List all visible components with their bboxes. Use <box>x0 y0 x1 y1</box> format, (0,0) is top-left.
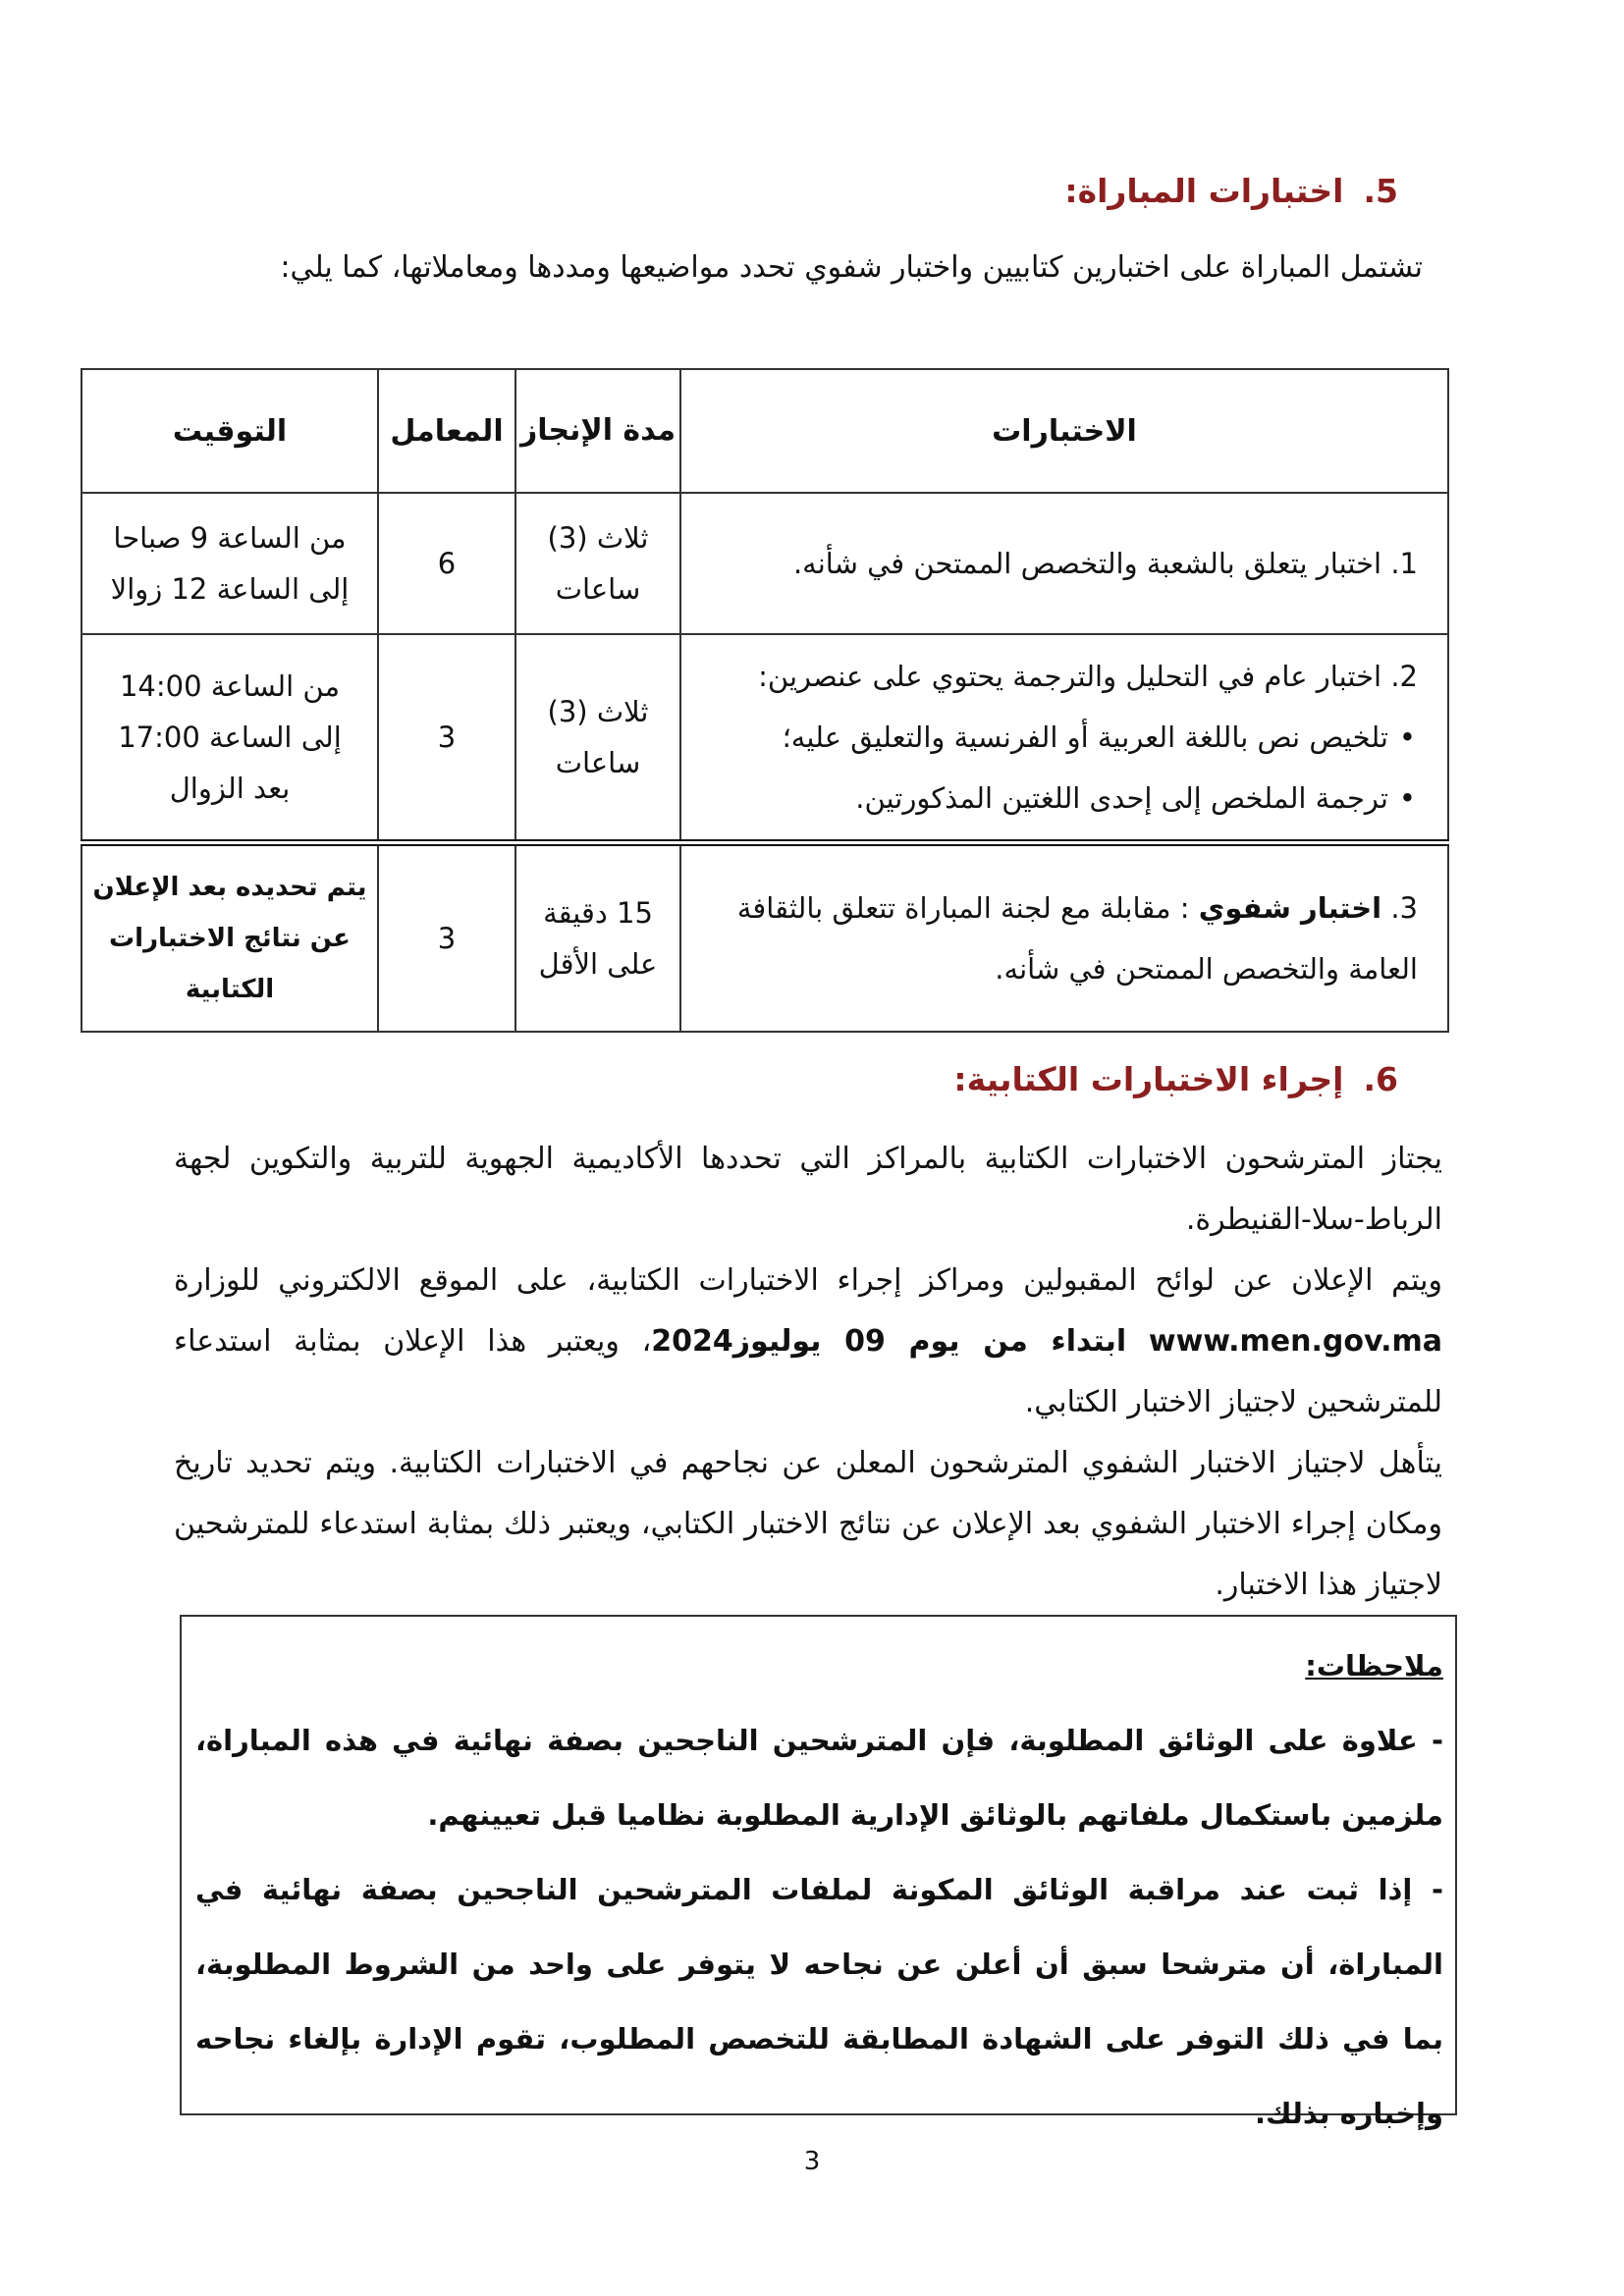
header-timing: التوقيت <box>81 369 378 493</box>
row2-timing-line1: من الساعة 14:00 <box>119 669 341 703</box>
row2-timing-line3: بعد الزوال <box>169 772 291 805</box>
section-6-number: 6. <box>1363 1060 1398 1098</box>
row1-timing <box>81 493 378 634</box>
exams-table <box>81 368 1449 1033</box>
header-tests: الاختبارات <box>680 369 1448 493</box>
row2-timing <box>81 634 378 843</box>
row2-duration: ثلاث (3) ساعات <box>515 634 680 843</box>
row2-test-title: 2. اختبار عام في التحليل والترجمة يحتوي على عنصرين: <box>758 660 1418 693</box>
section-6-heading <box>953 1060 1398 1098</box>
row2-coef: 3 <box>378 634 515 843</box>
section-6-paragraph-1: يجتاز المترشحون الاختبارات الكتابية بالمراكز التي تحددها الأكاديمية الجهوية للتربية والتكوين لجهة الرباط-سلا-القنيطرة. <box>174 1142 1442 1237</box>
row2-timing-line2: إلى الساعة 17:00 <box>118 721 342 754</box>
section-5-number: 5. <box>1363 172 1398 210</box>
row1-duration: ثلاث (3) ساعات <box>515 493 680 634</box>
row3-test-number: 3. <box>1390 891 1418 925</box>
row3-timing: يتم تحديده بعد الإعلان عن نتائج الاختبارات الكتابية <box>81 843 378 1033</box>
row3-test-bold: اختبار شفوي <box>1198 891 1382 925</box>
notes-title: ملاحظات: <box>1305 1649 1443 1682</box>
section-5-heading <box>1064 172 1398 210</box>
row2-bullet-1: • تلخيص نص باللغة العربية أو الفرنسية والتعليق عليه؛ <box>701 707 1418 768</box>
table-row <box>81 493 1448 634</box>
note-1: - علاوة على الوثائق المطلوبة، فإن المترشحين الناجحين بصفة نهائية في هذه المباراة، ملزمين باستكمال ملفاتهم بالوثائق الإدارية المطلوبة نظاميا قبل تعيينهم. <box>195 1724 1443 1832</box>
row2-test <box>680 634 1448 843</box>
row1-timing-line2: إلى الساعة 12 زوالا <box>110 572 350 606</box>
row3-test-rest: : مقابلة مع لجنة المباراة تتعلق بالثقافة العامة والتخصص الممتحن في شأنه. <box>736 891 1418 986</box>
header-duration: مدة الإنجاز <box>515 369 680 493</box>
p2-date: ابتداء من يوم 09 يوليوز2024 <box>651 1324 1127 1359</box>
table-row <box>81 843 1448 1033</box>
section-6-title: إجراء الاختبارات الكتابية: <box>953 1060 1344 1098</box>
notes-box <box>180 1615 1457 2130</box>
row1-coef: 6 <box>378 493 515 634</box>
section-5-title: اختبارات المباراة: <box>1064 172 1344 210</box>
section-6-paragraph-2 <box>174 1251 1442 1433</box>
p2-start: ويتم الإعلان عن لوائح المقبولين ومراكز إجراء الاختبارات الكتابية، على الموقع الالكتروني للوزارة <box>174 1263 1442 1298</box>
header-coef: المعامل <box>378 369 515 493</box>
row3-duration-line1: 15 دقيقة <box>543 896 653 930</box>
section-5-intro: تشتمل المباراة على اختبارين كتابيين واختبار شفوي تحدد مواضيعها ومددها ومعاملاتها، كما يلي: <box>280 250 1423 285</box>
row3-coef: 3 <box>378 843 515 1033</box>
row1-timing-line1: من الساعة 9 صباحا <box>113 521 347 555</box>
row3-duration <box>515 843 680 1033</box>
row3-duration-line2: على الأقل <box>538 947 658 981</box>
row1-test: 1. اختبار يتعلق بالشعبة والتخصص الممتحن في شأنه. <box>680 493 1448 634</box>
row3-test <box>680 843 1448 1033</box>
note-2: - إذا ثبت عند مراقبة الوثائق المكونة لملفات المترشحين الناجحين بصفة نهائية في المباراة، أن مترشحا سبق أن أعلن عن نجاحه لا يتوفر على واحد من الشروط المطلوبة، بما في ذلك التوفر على الشهادة المطابقة للتخصص المطلوب، تقوم الإدارة بإلغاء نجاحه وإخباره بذلك. <box>195 1873 1443 2130</box>
ministry-url: www.men.gov.ma <box>1148 1324 1442 1359</box>
page-number: 3 <box>803 2147 821 2176</box>
table-header-row <box>81 369 1448 493</box>
table-row <box>81 634 1448 843</box>
p2-end: ، ويعتبر هذا الإعلان بمثابة استدعاء للمترشحين لاجتياز الاختبار الكتابي. <box>174 1324 1442 1419</box>
row2-bullet-2: • ترجمة الملخص إلى إحدى اللغتين المذكورتين. <box>701 768 1418 828</box>
section-6-paragraph-3: يتأهل لاجتياز الاختبار الشفوي المترشحون المعلن عن نجاحهم في الاختبارات الكتابية. ويتم تحديد تاريخ ومكان إجراء الاختبار الشفوي بعد الإعلان عن نتائج الاختبار الكتابي، ويعتبر ذلك بمثابة استدعاء للمترشحين لاجتياز هذا الاختبار. <box>174 1446 1442 1602</box>
